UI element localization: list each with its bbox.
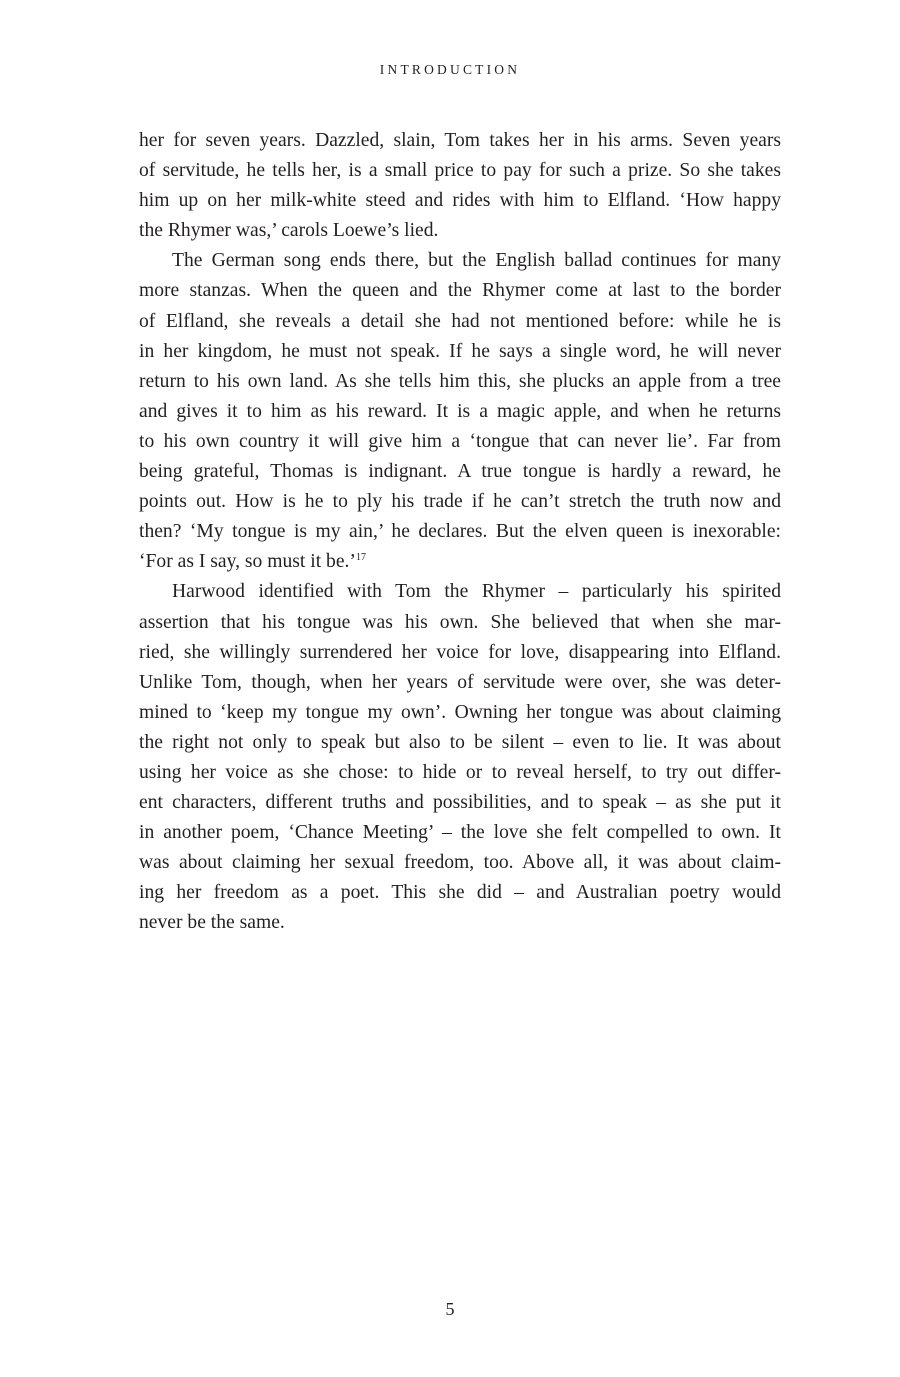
paragraph-2 xyxy=(139,246,781,577)
text-line-content: ‘For as I say, so must it be.’ xyxy=(139,551,356,573)
running-head: INTRODUCTION xyxy=(379,62,521,77)
text-line: to his own country it will give him a ‘tongue that can never lie’. Far from xyxy=(139,430,781,452)
text-line: ent characters, different truths and possibilities, and to speak – as she put it xyxy=(139,792,781,814)
text-line: in her kingdom, he must not speak. If he says a single word, he will never xyxy=(139,340,781,362)
text-line: using her voice as she chose: to hide or to reveal herself, to try out differ- xyxy=(139,761,781,783)
text-line: mined to ‘keep my tongue my own’. Owning her tongue was about claiming xyxy=(139,701,781,723)
text-line: Harwood identified with Tom the Rhymer – particularly his spirited xyxy=(172,581,781,603)
text-line: ried, she willingly surrendered her voice for love, disappearing into Elfland. xyxy=(139,641,781,663)
text-line: never be the same. xyxy=(139,912,285,934)
text-line: her for seven years. Dazzled, slain, Tom takes her in his arms. Seven years xyxy=(139,130,781,151)
body-text xyxy=(139,126,781,939)
text-line: and gives it to him as his reward. It is a magic apple, and when he returns xyxy=(139,400,781,422)
text-line: The German song ends there, but the English ballad continues for many xyxy=(172,250,781,272)
text-line: ing her freedom as a poet. This she did – and Australian poetry would xyxy=(139,882,781,904)
text-line: Unlike Tom, though, when her years of servitude were over, she was deter- xyxy=(139,671,781,693)
text-line: then? ‘My tongue is my ain,’ he declares. But the elven queen is inexorable: xyxy=(139,521,781,543)
text-line: was about claiming her sexual freedom, too. Above all, it was about claim- xyxy=(139,852,781,874)
text-line: in another poem, ‘Chance Meeting’ – the love she felt compelled to own. It xyxy=(139,822,781,844)
text-line: him up on her milk-white steed and rides with him to Elfland. ‘How happy xyxy=(139,190,781,212)
text-line: assertion that his tongue was his own. She believed that when she mar- xyxy=(139,611,781,633)
text-line: return to his own land. As she tells him this, she plucks an apple from a tree xyxy=(139,370,781,392)
text-line: of Elfland, she reveals a detail she had not mentioned before: while he is xyxy=(139,310,781,332)
text-line: of servitude, he tells her, is a small price to pay for such a prize. So she takes xyxy=(139,160,781,182)
paragraph-1 xyxy=(139,126,781,246)
page-number: 5 xyxy=(445,1299,455,1319)
text-line: points out. How is he to ply his trade if he can’t stretch the truth now and xyxy=(139,491,781,513)
paragraph-3 xyxy=(139,577,781,938)
text-line: being grateful, Thomas is indignant. A true tongue is hardly a reward, he xyxy=(139,461,781,483)
text-line: the right not only to speak but also to be silent – even to lie. It was about xyxy=(139,731,781,753)
footnote-reference[interactable]: 17 xyxy=(355,552,366,564)
text-line: the Rhymer was,’ carols Loewe’s lied. xyxy=(139,220,439,242)
text-line xyxy=(139,547,781,577)
text-line: more stanzas. When the queen and the Rhymer come at last to the border xyxy=(139,280,781,302)
